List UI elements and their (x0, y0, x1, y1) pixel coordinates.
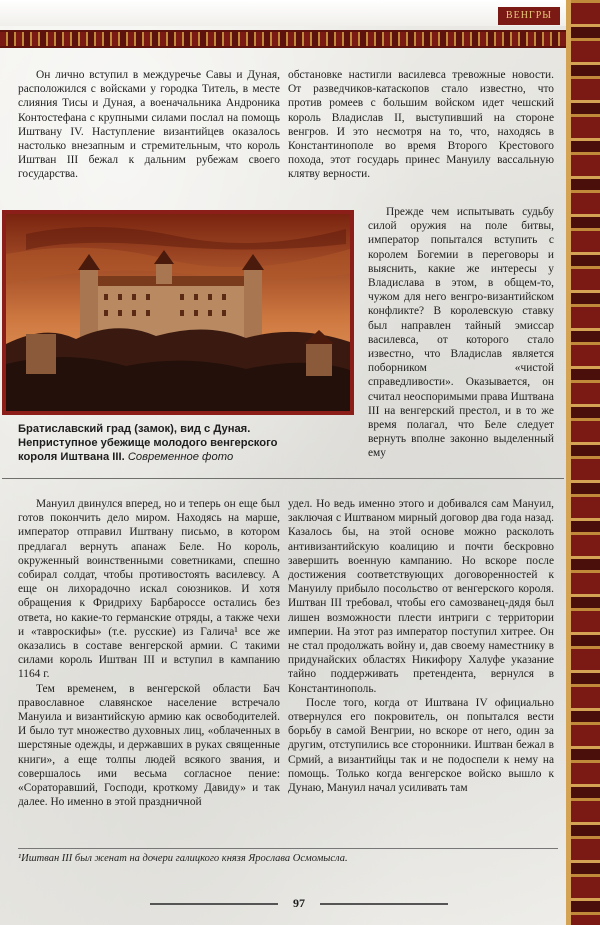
paragraph: обстановке настигли василевса тревожные новости. От разведчиков-катаскопов стало известно, что против ромеев с большим войском идет чешский король Владислав II, выступивший на стороне венгров. И это несмотря на то, что, находясь в Константинополе во время Второго Крестового похода, этот государь принес Мануилу вассальную клятву верности. (288, 69, 554, 181)
caption-credit: Современное фото (127, 451, 234, 463)
paragraph: Мануил двинулся вперед, но и теперь он еще был готов покончить дело миром. Находясь на марше, император отправил Иштвану письмо, в котором предлагал вернуть апанаж Беле. Но король, окруженный воинственными советниками, спешно собирал солдат, чтобы противостоять василевсу. А еще он лихорадочно искал союзников. И хотя обращения к Фридриху Барбароссе остались без ответа, но какие-то германские отряды, а также чехи и «тавроскифы» (т.е. русские) из Галича¹ все же оказались в составе венгерской армии. С такими силами король Иштван III и вступил в кампанию 1164 г. (18, 498, 280, 681)
paragraph: удел. Но ведь именно этого и добивался сам Мануил, заключая с Иштваном мирный договор два года назад. Казалось бы, на этой основе можно расколоть антивизантийскую коалицию и почти бескровно завершить военную кампанию. Но вскоре после достижения соответствующих договоренностей к Мануилу прибыло посольство от венгерского короля. Иштван III требовал, чтобы его самозванец-дядя был лишен возможности плести интриги с территории империи. На этот раз император поступил хитрее. Он не стал продолжать войну и, дав своему наместнику в придунайских областях Никифору Халуфе указание тайно поддерживать претендента, вернулся в Константинополь. (288, 498, 554, 695)
footnote-rule (18, 848, 558, 849)
paragraph: Прежде чем испытывать судьбу силой оружия на поле битвы, император попытался вступить с королем Богемии в переговоры и выяснить, какие же интересы у Владислава в этом, в общем-то, чужом для него венгро-византийском конфликте? В королевскую ставку был направлен тайный эмиссар василевса, от которого стало известно, что Владислав является поборником «чистой справедливости». Оказывается, он считал неоспоримыми права Иштвана III на венгерский престол, и в то же время полагал, что Беле следует вернуть вполне законно выделенный ему (368, 206, 554, 460)
text-column-right-narrow (368, 205, 554, 461)
paragraph: Тем временем, в венгерской области Бач православное славянское население встречало Мануила и византийскую армию как освободителей. И было тут множество духовных лиц, «облаченных в шерстяные одежды, и державших в руках священные книги», а еще толпы людей всякого звания, и совершалось ими весьма согласное пение: «Сораторавший, Господи, кроткому Давиду» и так далее. Но именно в этой праздничной (18, 682, 280, 809)
ornamental-border (0, 30, 566, 48)
text-column-right-top (288, 68, 554, 182)
caption-text: Братиславский град (замок), вид с Дуная. Неприступное убежище молодого венгерского короля Иштвана III. (18, 423, 278, 463)
photo-caption (18, 422, 318, 464)
section-tag: ВЕНГРЫ (498, 7, 560, 25)
building (26, 334, 56, 374)
text-column-left-top (18, 68, 280, 182)
page-number: 97 (293, 896, 305, 910)
section-divider (2, 478, 564, 479)
paragraph: Он лично вступил в междуречье Савы и Дуная, расположился с войсками у городка Титель, в месте слияния Тисы и Дуная, а военачальника Андроника Контостефана с крупными силами послал на помощь Иштвану IV. Наступление византийцев оказалось настолько внезапным и стремительным, что король Иштван III бежал к дальним рубежам своего государства. (18, 69, 280, 181)
page-rule (150, 903, 278, 905)
header-band (0, 0, 566, 26)
castle-illustration (6, 214, 350, 411)
text-column-left-bottom (18, 497, 280, 809)
text-column-right-bottom (288, 497, 554, 795)
page-rule (320, 903, 448, 905)
hill (6, 357, 350, 411)
building (306, 342, 332, 376)
paragraph: После того, когда от Иштвана IV официально отвернулся его покровитель, он попытался вести борьбу в самой Венгрии, но вскоре от него, один за другим, отступились все сторонники. Иштван бежал в Срмий, а византийцы так и не подоспели к нему на помощь. Только когда венгерское войско вышло к Дунаю, Мануил начал усиливать там (288, 696, 554, 795)
footnote: ¹Иштван III был женат на дочери галицкого князя Ярослава Осмомысла. (18, 853, 348, 864)
castle-photo (2, 210, 354, 415)
side-ornament-stripe (566, 0, 600, 925)
